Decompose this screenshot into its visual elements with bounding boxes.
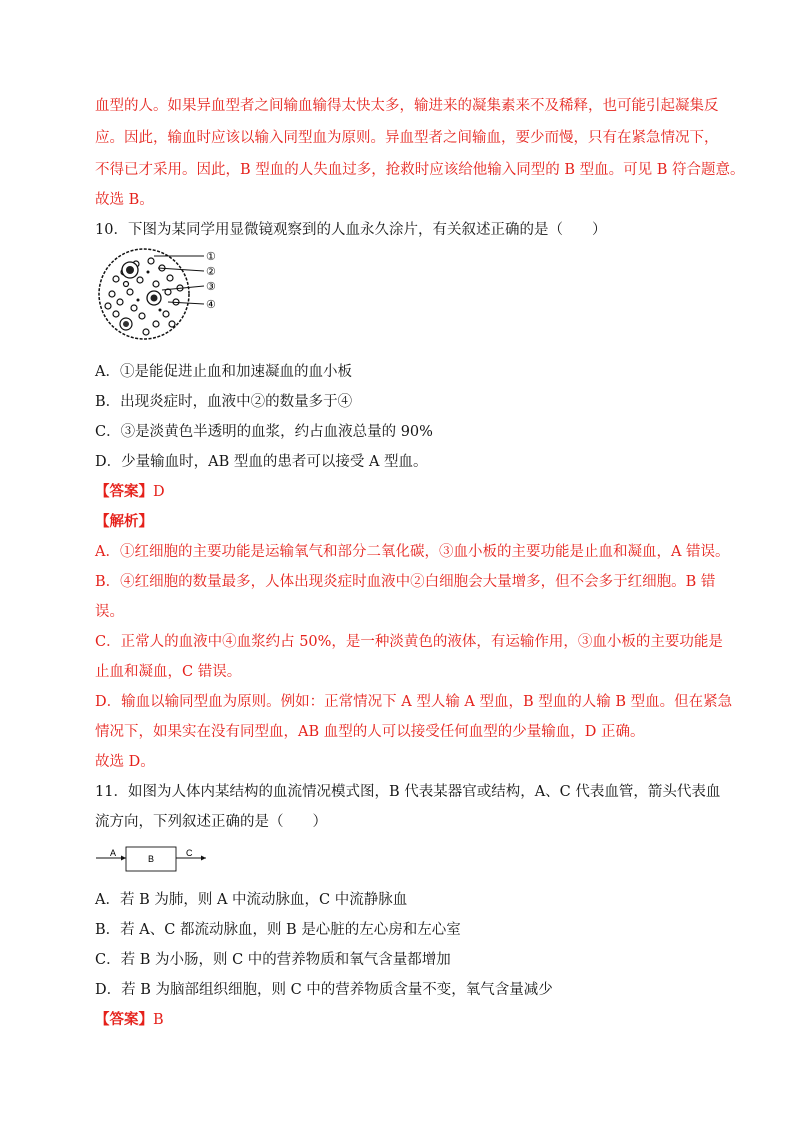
organ-b-label: B bbox=[148, 854, 155, 864]
q10-option-c: C．③是淡黄色半透明的血浆，约占血液总量的 90% bbox=[95, 424, 433, 440]
q11-option-d: D．若 B 为脑部组织细胞，则 C 中的营养物质含量不变，氧气含量减少 bbox=[95, 982, 553, 998]
q11-option-a: A．若 B 为肺，则 A 中流动脉血，C 中流静脉血 bbox=[95, 892, 408, 908]
prev-explanation-line-3: 不得已才采用。因此，B 型血的人失血过多，抢救时应该给他输入同型的 B 型血。可见 B 符合题意。 bbox=[95, 162, 745, 178]
figure-label-3: ③ bbox=[206, 281, 216, 293]
q10-analysis-line-7: 情况下，如果实在没有同型血，AB 血型的人可以接受任何血型的少量输血，D 正确。 bbox=[95, 724, 645, 740]
q11-answer bbox=[95, 1010, 164, 1030]
prev-explanation-line-2: 应。因此，输血时应该以输入同型血为原则。异血型者之间输血，要少而慢，只有在紧急情况下， bbox=[95, 130, 719, 146]
q10-analysis-heading bbox=[95, 512, 153, 532]
q11-stem-line-2: 流方向，下列叙述正确的是（ ） bbox=[95, 814, 327, 830]
q11-stem-line-1: 11．如图为人体内某结构的血流情况模式图，B 代表某器官或结构，A、C 代表血管，箭头代表血 bbox=[95, 784, 721, 800]
vessel-c-label: C bbox=[186, 848, 193, 858]
q10-answer-label: 【答案】 bbox=[95, 483, 153, 500]
prev-explanation-line-1: 血型的人。如果异血型者之间输血输得太快太多，输进来的凝集素来不及稀释，也可能引起凝集反 bbox=[95, 98, 719, 114]
q11-answer-label: 【答案】 bbox=[95, 1011, 153, 1028]
q10-option-d: D．少量输血时，AB 型血的患者可以接受 A 型血。 bbox=[95, 454, 428, 470]
q10-answer bbox=[95, 482, 165, 502]
q10-option-b: B．出现炎症时，血液中②的数量多于④ bbox=[95, 394, 353, 410]
q11-answer-value: B bbox=[153, 1012, 164, 1028]
q11-option-b: B．若 A、C 都流动脉血，则 B 是心脏的左心房和左心室 bbox=[95, 922, 461, 938]
vessel-a-label: A bbox=[110, 848, 117, 858]
q10-analysis-line-4: C．正常人的血液中④血浆约占 50%，是一种淡黄色的液体，有运输作用，③血小板的主要功能是 bbox=[95, 634, 723, 650]
figure-label-4: ④ bbox=[206, 299, 216, 311]
q10-analysis-label: 【解析】 bbox=[95, 513, 153, 530]
q10-analysis-line-8: 故选 D。 bbox=[95, 754, 155, 770]
q10-analysis-line-3: 误。 bbox=[95, 604, 124, 620]
q10-analysis-line-1: A．①红细胞的主要功能是运输氧气和部分二氧化碳，③血小板的主要功能是止血和凝血，A 错误。 bbox=[95, 544, 730, 560]
figure-label-2: ② bbox=[206, 266, 216, 278]
blood-flow-diagram bbox=[96, 845, 226, 875]
blood-smear-figure bbox=[96, 244, 226, 344]
q10-analysis-line-2: B．④红细胞的数量最多，人体出现炎症时血液中②白细胞会大量增多，但不会多于红细胞。B 错 bbox=[95, 574, 716, 590]
q10-stem: 10．下图为某同学用显微镜观察到的人血永久涂片，有关叙述正确的是（ ） bbox=[95, 222, 607, 238]
q11-option-c: C．若 B 为小肠，则 C 中的营养物质和氧气含量都增加 bbox=[95, 952, 451, 968]
q10-answer-value: D bbox=[153, 484, 165, 500]
prev-explanation-line-4: 故选 B。 bbox=[95, 192, 154, 208]
figure-label-1: ① bbox=[206, 251, 216, 263]
q10-analysis-line-5: 止血和凝血，C 错误。 bbox=[95, 664, 242, 680]
q10-option-a: A．①是能促进止血和加速凝血的血小板 bbox=[95, 364, 352, 380]
q10-analysis-line-6: D．输血以输同型血为原则。例如：正常情况下 A 型人输 A 型血，B 型血的人输 B 型血。但在紧急 bbox=[95, 694, 733, 710]
